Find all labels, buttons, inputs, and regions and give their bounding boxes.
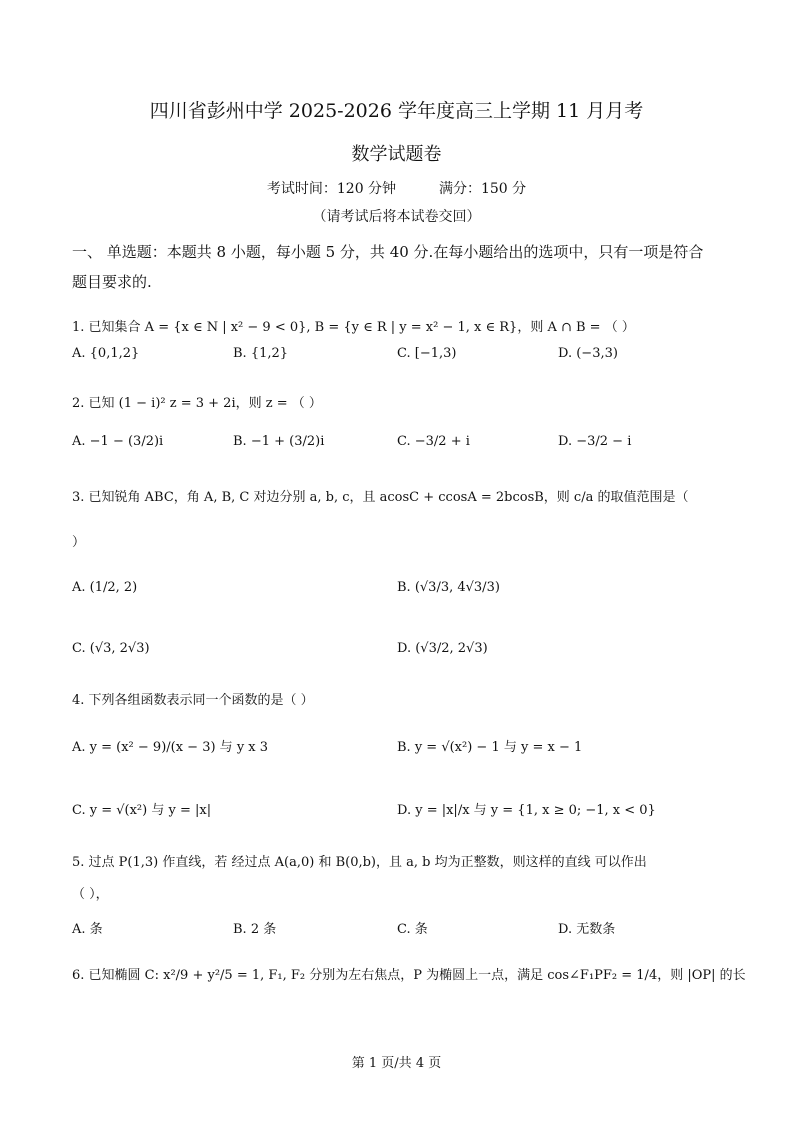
question-4-option-b: B. y = √(x²) − 1 与 y = x − 1 — [397, 740, 583, 755]
question-3-stem-end: ） — [72, 535, 86, 550]
question-2-option-b: B. −1 + (3/2)i — [233, 434, 325, 449]
section-heading-line1: 一、 单选题：本题共 8 小题，每小题 5 分，共 40 分.在每小题给出的选项中，只有一项是符合 — [72, 243, 704, 261]
section-heading-line2: 题目要求的. — [72, 273, 152, 291]
question-2-option-d: D. −3/2 − i — [558, 434, 632, 449]
question-5-option-c: C. 条 — [397, 922, 428, 937]
exam-title: 四川省彭州中学 2025-2026 学年度高三上学期 11 月月考 — [149, 100, 644, 122]
question-3-stem: 3. 已知锐角 ABC，角 A, B, C 对边分别 a, b, c，且 acosC + ccosA = 2bcosB，则 c/a 的取值范围是（ — [72, 490, 689, 505]
question-5-stem-end: （ ）， — [72, 887, 109, 902]
question-5-option-b: B. 2 条 — [233, 922, 277, 937]
question-4-option-c: C. y = √(x²) 与 y = |x| — [72, 803, 212, 818]
question-3-option-c: C. (√3, 2√3) — [72, 641, 150, 656]
question-3-option-d: D. (√3/2, 2√3) — [397, 641, 488, 656]
question-6-stem: 6. 已知椭圆 C: x²/9 + y²/5 = 1, F₁, F₂ 分别为左右焦点，P 为椭圆上一点，满足 cos∠F₁PF₂ = 1/4，则 |OP| 的长 — [72, 968, 746, 983]
exam-score: 满分：150 分 — [438, 181, 527, 197]
question-1-option-b: B. {1,2} — [233, 346, 289, 361]
question-1-option-c: C. [−1,3) — [397, 346, 457, 361]
question-4-option-d: D. y = |x|/x 与 y = {1, x ≥ 0; −1, x < 0} — [397, 803, 656, 818]
exam-meta — [0, 178, 793, 198]
question-3-option-a: A. (1/2, 2) — [72, 580, 138, 595]
page-footer: 第 1 页/共 4 页 — [351, 1056, 442, 1071]
question-1-option-d: D. (−3,3) — [558, 346, 618, 361]
question-2-stem: 2. 已知 (1 − i)² z = 3 + 2i，则 z = （ ） — [72, 396, 322, 411]
question-2-option-a: A. −1 − (3/2)i — [72, 434, 164, 449]
exam-subtitle: 数学试题卷 — [351, 144, 442, 165]
question-5-stem: 5. 过点 P(1,3) 作直线，若 经过点 A(a,0) 和 B(0,b)，且 a, b 均为正整数，则这样的直线 可以作出 — [72, 855, 647, 870]
question-1-stem: 1. 已知集合 A = {x ∈ N | x² − 9 < 0}, B = {y ∈ R | y = x² − 1, x ∈ R}，则 A ∩ B = （ ） — [72, 320, 635, 335]
question-2-option-c: C. −3/2 + i — [397, 434, 470, 449]
question-5-option-a: A. 条 — [72, 922, 103, 937]
question-4-stem: 4. 下列各组函数表示同一个函数的是（ ） — [72, 693, 314, 708]
exam-time: 考试时间：120 分钟 — [266, 181, 397, 197]
question-3-option-b: B. (√3/3, 4√3/3) — [397, 580, 500, 595]
question-4-option-a: A. y = (x² − 9)/(x − 3) 与 y x 3 — [72, 740, 269, 755]
question-1-option-a: A. {0,1,2} — [72, 346, 140, 361]
exam-note: （请考试后将本试卷交回） — [312, 209, 481, 225]
question-5-option-d: D. 无数条 — [558, 922, 616, 937]
